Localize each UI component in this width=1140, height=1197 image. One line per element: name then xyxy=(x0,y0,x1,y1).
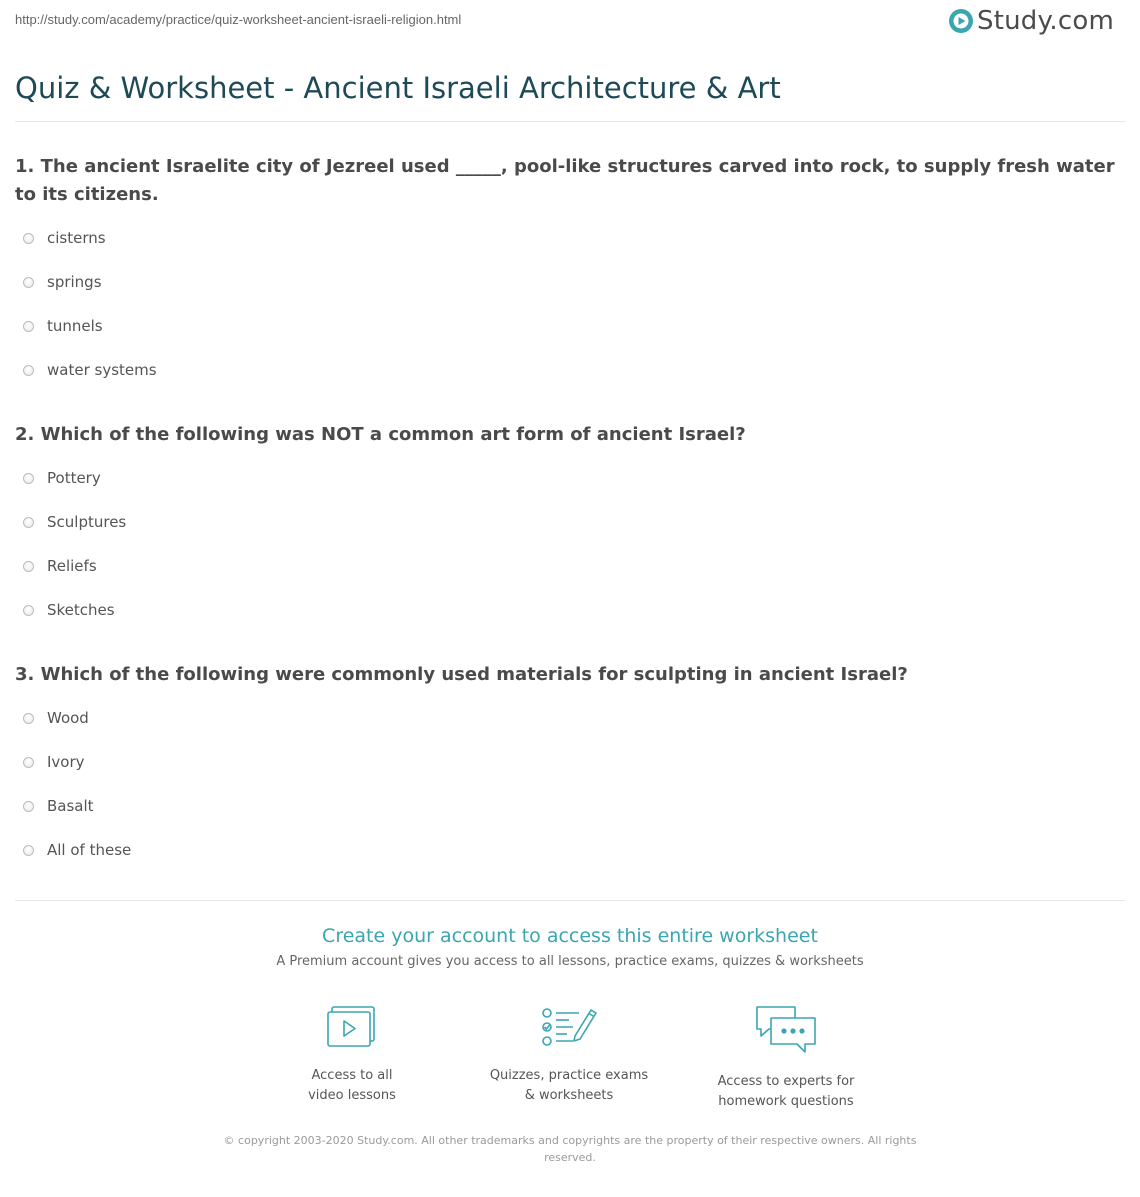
option-q1-d[interactable] xyxy=(23,337,623,381)
top-bar xyxy=(0,0,1140,60)
option-q1-a[interactable] xyxy=(23,227,623,249)
radio-button[interactable] xyxy=(23,277,34,288)
page-title: Quiz & Worksheet - Ancient Israeli Architecture & Art xyxy=(15,71,781,105)
feature-quizzes xyxy=(469,1004,669,1106)
chat-bubbles-icon xyxy=(753,1004,819,1056)
play-logo-icon xyxy=(948,8,974,34)
radio-button[interactable] xyxy=(23,321,34,332)
create-account-link[interactable]: Create your account to access this entire worksheet xyxy=(322,925,818,947)
feature-label: Access to experts for homework questions xyxy=(717,1074,855,1109)
option-label: springs xyxy=(47,273,102,291)
radio-button[interactable] xyxy=(23,605,34,616)
radio-button[interactable] xyxy=(23,233,34,244)
question-3-options xyxy=(23,707,623,861)
option-q3-d[interactable] xyxy=(23,817,623,861)
option-label: Basalt xyxy=(47,797,94,815)
option-label: Sculptures xyxy=(47,513,127,531)
radio-button[interactable] xyxy=(23,473,34,484)
option-q3-b[interactable] xyxy=(23,729,623,773)
radio-button[interactable] xyxy=(23,517,34,528)
option-label: Sketches xyxy=(47,601,115,619)
radio-button[interactable] xyxy=(23,845,34,856)
option-label: water systems xyxy=(47,361,157,379)
page-url: http://study.com/academy/practice/quiz-worksheet-ancient-israeli-religion.html xyxy=(15,12,462,27)
option-label: All of these xyxy=(47,841,132,859)
question-2-options xyxy=(23,467,623,621)
option-q2-b[interactable] xyxy=(23,489,623,533)
feature-experts xyxy=(686,1004,886,1112)
cta-divider xyxy=(15,900,1125,901)
radio-button[interactable] xyxy=(23,713,34,724)
question-1-options xyxy=(23,227,623,381)
feature-label: Access to all video lessons xyxy=(308,1068,396,1103)
option-q1-c[interactable] xyxy=(23,293,623,337)
copyright-footer: © copyright 2003-2020 Study.com. All other trademarks and copyrights are the property of their respective owners. All rights reserved. xyxy=(223,1134,917,1164)
option-label: tunnels xyxy=(47,317,103,335)
radio-button[interactable] xyxy=(23,757,34,768)
option-label: Ivory xyxy=(47,753,85,771)
premium-description: A Premium account gives you access to all lessons, practice exams, quizzes & worksheets xyxy=(276,954,864,969)
option-label: cisterns xyxy=(47,229,106,247)
option-label: Reliefs xyxy=(47,557,97,575)
video-lessons-icon xyxy=(326,1004,378,1050)
option-q3-c[interactable] xyxy=(23,773,623,817)
title-divider xyxy=(15,121,1125,122)
feature-label: Quizzes, practice exams & worksheets xyxy=(489,1068,649,1103)
question-1: 1. The ancient Israelite city of Jezreel used _____, pool-like structures carved into rock, to supply fresh water to its citizens. xyxy=(15,156,1115,205)
radio-button[interactable] xyxy=(23,561,34,572)
option-label: Wood xyxy=(47,709,89,727)
option-q2-d[interactable] xyxy=(23,577,623,621)
feature-video-lessons xyxy=(252,1004,452,1106)
radio-button[interactable] xyxy=(23,801,34,812)
option-q3-a[interactable] xyxy=(23,707,623,729)
option-q2-c[interactable] xyxy=(23,533,623,577)
study-logo[interactable] xyxy=(948,6,1114,36)
option-q2-a[interactable] xyxy=(23,467,623,489)
quiz-checklist-icon xyxy=(539,1004,599,1050)
logo-text: Study.com xyxy=(977,6,1114,36)
option-label: Pottery xyxy=(47,469,101,487)
question-3: 3. Which of the following were commonly used materials for sculpting in ancient Israel? xyxy=(15,664,908,685)
question-2: 2. Which of the following was NOT a common art form of ancient Israel? xyxy=(15,424,746,445)
option-q1-b[interactable] xyxy=(23,249,623,293)
radio-button[interactable] xyxy=(23,365,34,376)
